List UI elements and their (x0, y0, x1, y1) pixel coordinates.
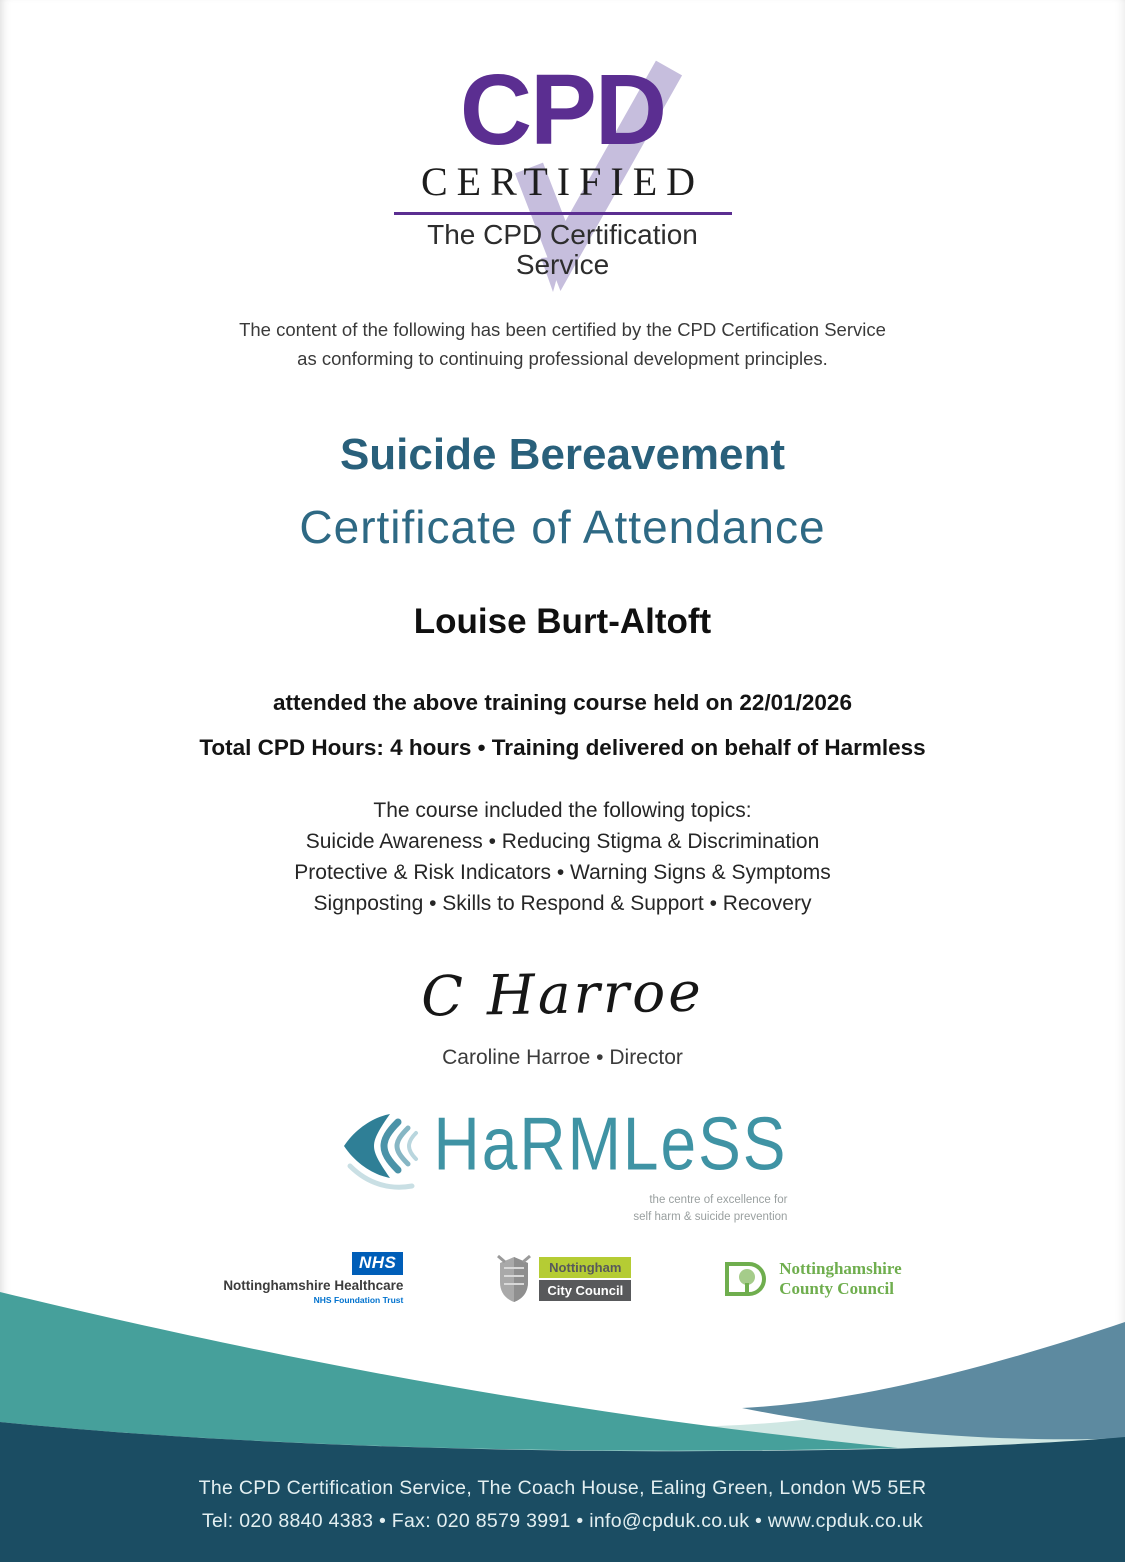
topics-intro: The course included the following topics: (373, 799, 752, 822)
harmless-tagline-line2: self harm & suicide prevention (633, 1211, 788, 1224)
cpd-acronym: CPD (459, 54, 666, 166)
cpd-service-line1: The CPD Certification (427, 219, 698, 250)
footer-address: The CPD Certification Service, The Coach House, Ealing Green, London W5 5ER (198, 1477, 927, 1499)
course-title: Suicide Bereavement (339, 430, 786, 479)
harmless-tagline-line1: the centre of excellence for (649, 1194, 788, 1206)
harmless-swoosh-icon (338, 1106, 424, 1198)
topics-block (0, 795, 1125, 919)
recipient-name: Louise Burt-Altoft (413, 602, 712, 641)
statement-line1: The content of the following has been certified by the CPD Certification Service (239, 319, 886, 340)
county-line2: County Council (779, 1278, 894, 1298)
certificate-title: Certificate of Attendance (299, 501, 826, 553)
footer-contact: Tel: 020 8840 4383 • Fax: 020 8579 3991 • info@cpduk.co.uk • www.cpduk.co.uk (201, 1510, 924, 1532)
cpd-hours-line: Total CPD Hours: 4 hours • Training delivered on behalf of Harmless (199, 735, 926, 760)
cpd-service-line2: Service (515, 249, 610, 281)
nhs-org-name: Nottinghamshire Healthcare (223, 1278, 404, 1293)
topics-line3: Signposting • Skills to Respond & Support • Recovery (313, 892, 812, 915)
topics-line1: Suicide Awareness • Reducing Stigma & Discrimination (305, 830, 820, 853)
attendance-line: attended the above training course held on 22/01/2026 (273, 690, 852, 715)
footer-contact-block (0, 1472, 1125, 1538)
topics-line2: Protective & Risk Indicators • Warning Signs & Symptoms (294, 861, 831, 884)
cpd-logo (0, 54, 1125, 294)
statement-line2: as conforming to continuing professional development principles. (297, 347, 828, 369)
signature-script: C Harroe (420, 959, 705, 1029)
cpd-certified-label: CERTIFIED (420, 159, 705, 204)
nottingham-label: Nottingham (539, 1257, 631, 1278)
city-council-label: City Council (539, 1280, 631, 1301)
certification-statement (0, 316, 1125, 373)
signatory-name-title: Caroline Harroe • Director (442, 1046, 683, 1069)
cpd-divider (394, 212, 732, 215)
harmless-wordmark: HaRMLeSS (433, 1101, 788, 1187)
county-line1: Nottinghamshire (779, 1258, 902, 1278)
nhs-foundation-trust: NHS Foundation Trust (313, 1295, 404, 1305)
harmless-logo (0, 1101, 1125, 1224)
nhs-brand-box: NHS (352, 1252, 403, 1275)
